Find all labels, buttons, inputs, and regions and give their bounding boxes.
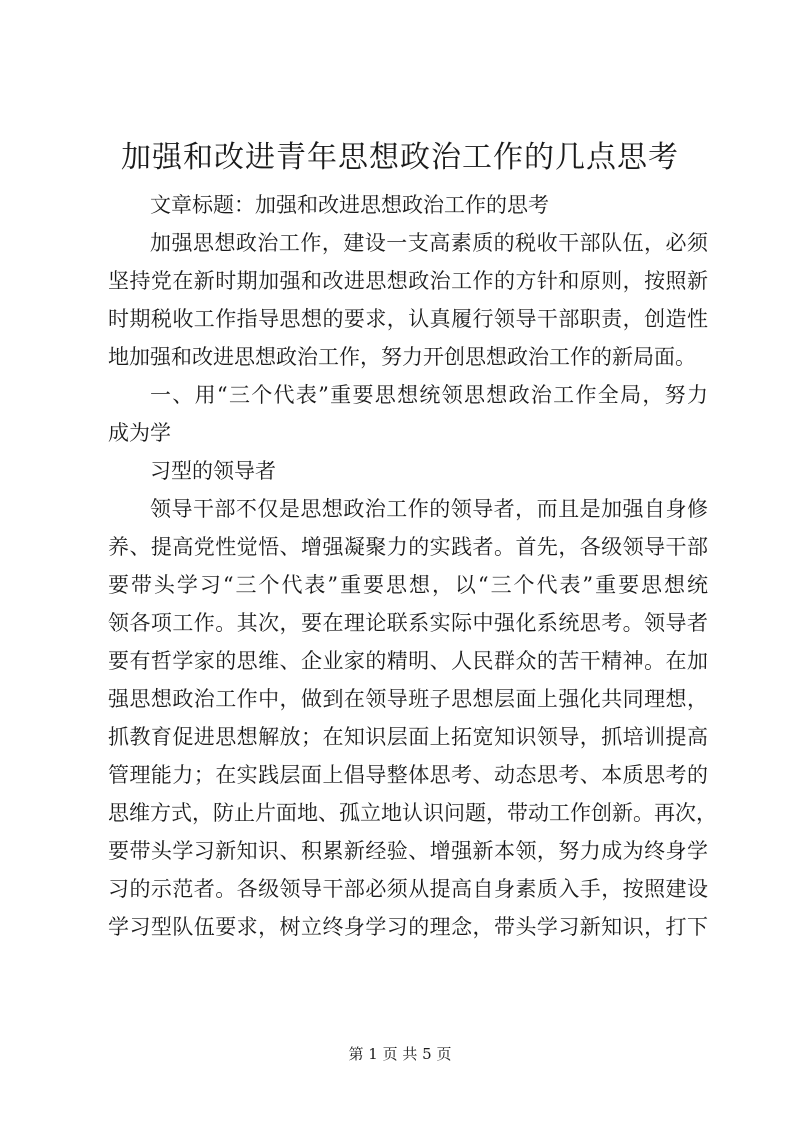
body-line: 坚持党在新时期加强和改进思想政治工作的方针和原则，按照新 xyxy=(108,269,708,293)
body-line: 领导干部不仅是思想政治工作的领导者，而且是加强自身修 xyxy=(150,497,708,521)
section-heading-line: 成为学 xyxy=(108,421,171,445)
body-line: 养、提高党性觉悟、增强凝聚力的实践者。首先，各级领导干部 xyxy=(108,535,708,559)
body-line: 抓教育促进思想解放；在知识层面上拓宽知识领导，抓培训提高 xyxy=(108,725,708,749)
section-heading-line: 习型的领导者 xyxy=(150,459,276,483)
document-body xyxy=(108,186,717,946)
body-line: 时期税收工作指导思想的要求，认真履行领导干部职责，创造性 xyxy=(108,307,708,331)
body-line: 管理能力；在实践层面上倡导整体思考、动态思考、本质思考的 xyxy=(108,763,708,787)
body-line: 要带头学习新知识、积累新经验、增强新本领，努力成为终身学 xyxy=(108,839,708,863)
article-subtitle-line: 文章标题：加强和改进思想政治工作的思考 xyxy=(150,193,549,217)
page-number-footer: 第 1 页 共 5 页 xyxy=(348,1045,452,1063)
body-line: 强思想政治工作中，做到在领导班子思想层面上强化共同理想， xyxy=(108,687,708,711)
body-line: 要带头学习“三个代表”重要思想，以“三个代表”重要思想统 xyxy=(108,573,708,597)
body-line: 学习型队伍要求，树立终身学习的理念，带头学习新知识，打下 xyxy=(108,915,708,939)
body-line: 领各项工作。其次，要在理论联系实际中强化系统思考。领导者 xyxy=(108,611,708,635)
section-heading-line: 一、用“三个代表”重要思想统领思想政治工作全局，努力 xyxy=(150,383,708,407)
body-line: 习的示范者。各级领导干部必须从提高自身素质入手，按照建设 xyxy=(108,877,708,901)
body-line: 地加强和改进思想政治工作，努力开创思想政治工作的新局面。 xyxy=(108,345,696,369)
document-title: 加强和改进青年思想政治工作的几点思考 xyxy=(121,140,679,175)
body-line: 思维方式，防止片面地、孤立地认识问题，带动工作创新。再次， xyxy=(108,801,717,825)
body-line: 要有哲学家的思维、企业家的精明、人民群众的苦干精神。在加 xyxy=(108,649,708,673)
body-line: 加强思想政治工作，建设一支高素质的税收干部队伍，必须 xyxy=(150,231,708,255)
